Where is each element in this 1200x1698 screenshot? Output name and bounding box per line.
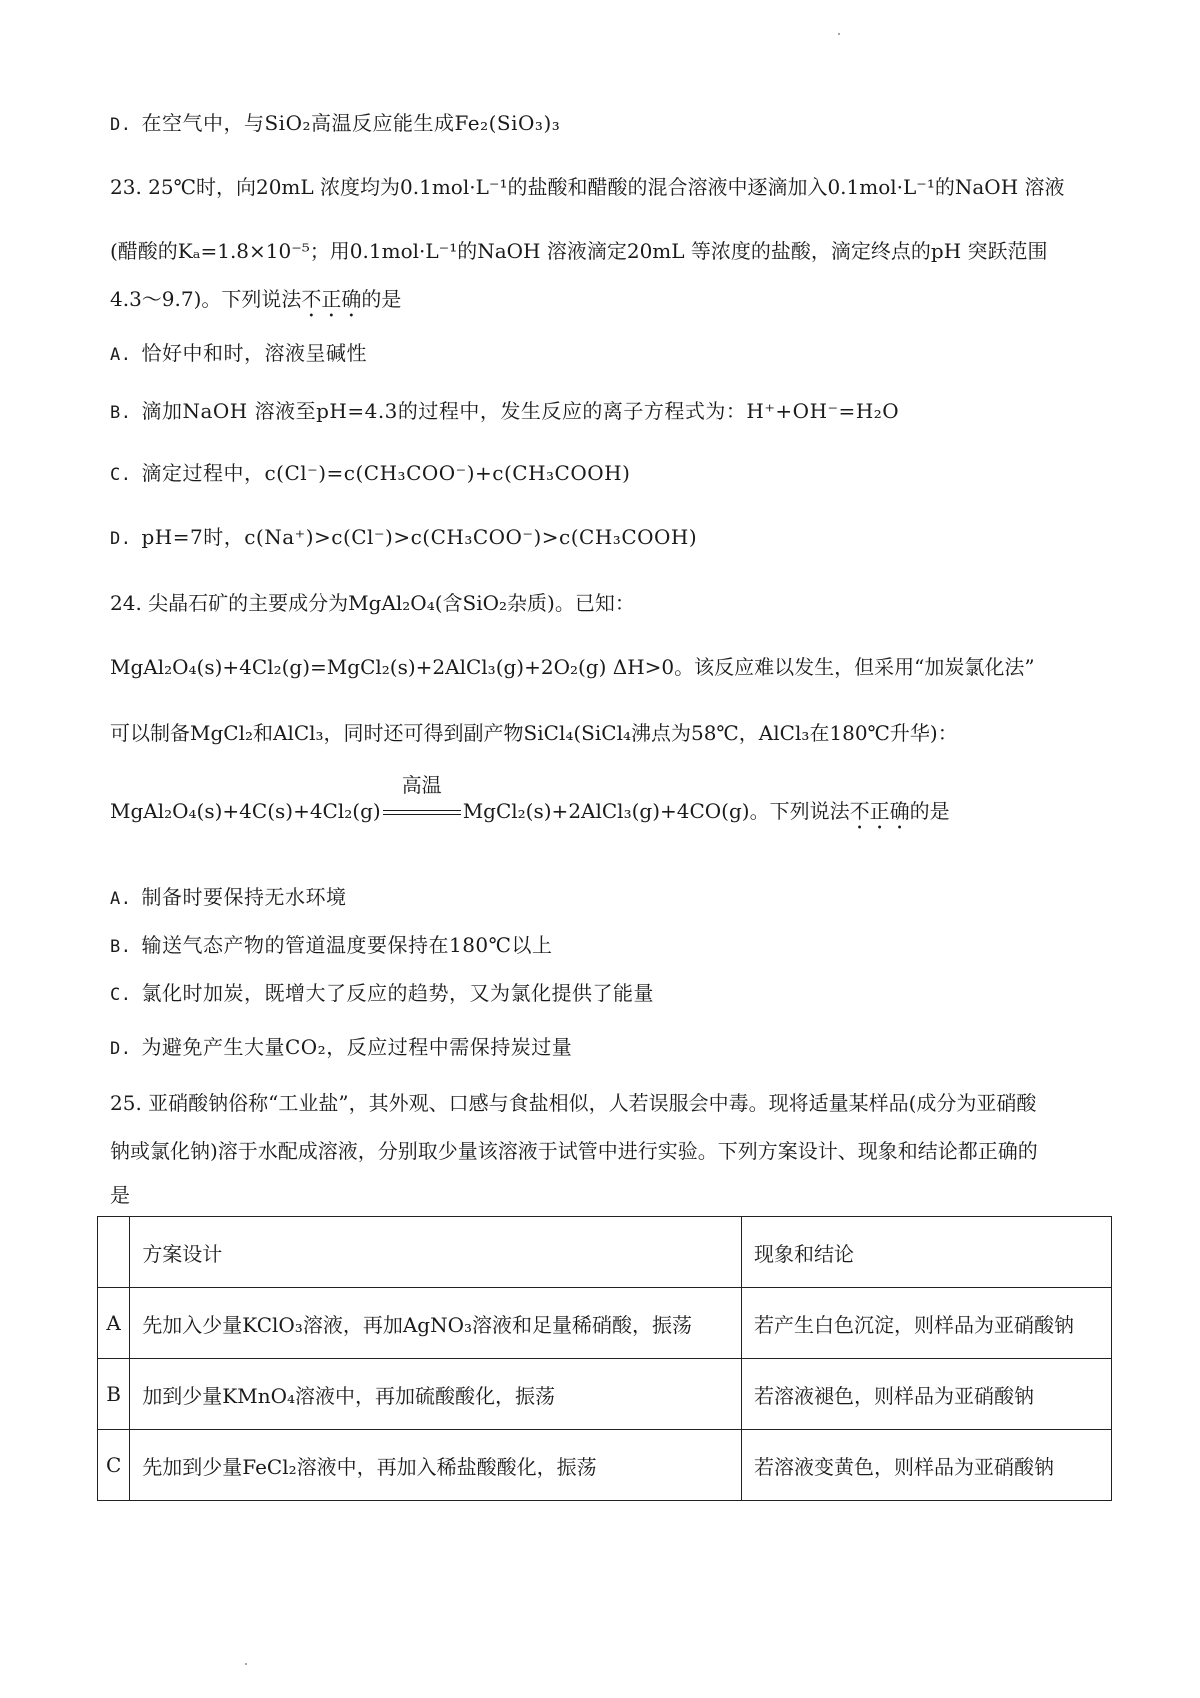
row-result: 若产生白色沉淀，则样品为亚硝酸钠 [742,1288,1112,1359]
header-result: 现象和结论 [742,1217,1112,1288]
row-key: A [98,1288,130,1359]
q24-option-c: C. 氯化时加炭，既增大了反应的趋势，又为氯化提供了能量 [110,981,654,1005]
q23-stem-line1: 23. 25℃时，向20mL 浓度均为0.1mol·L⁻¹的盐酸和醋酸的混合溶液中逐滴加入0.1mol·L⁻¹的NaOH 溶液 [110,175,1065,199]
q23-option-b: B. 滴加NaOH 溶液至pH=4.3的过程中，发生反应的离子方程式为：H⁺+OH⁻=H₂O [110,399,900,423]
q24-stem-line4: MgAl₂O₄(s)+4C(s)+4Cl₂(g) 高温 MgCl₂(s)+2AlCl₃(g)+4CO(g)。下列说法不正确的是 [110,796,950,834]
row-result: 若溶液变黄色，则样品为亚硝酸钠 [742,1430,1112,1501]
q23-option-a: A. 恰好中和时，溶液呈碱性 [110,341,367,365]
scan-speck [838,33,840,35]
q23-stem-line3: 4.3～9.7)。下列说法不正确的是 [110,287,402,311]
table-header-row [98,1217,1112,1288]
table-row [98,1359,1112,1430]
q24-option-d: D. 为避免产生大量CO₂，反应过程中需保持炭过量 [110,1035,573,1059]
header-key [98,1217,130,1288]
q25-stem-line3: 是 [110,1183,130,1207]
q24-stem-line3: 可以制备MgCl₂和AlCl₃，同时还可得到副产物SiCl₄(SiCl₄沸点为58℃，AlCl₃在180℃升华)： [110,721,958,745]
row-key: B [98,1359,130,1430]
q24-option-a: A. 制备时要保持无水环境 [110,885,347,909]
q23-option-d: D. pH=7时，c(Na⁺)>c(Cl⁻)>c(CH₃COO⁻)>c(CH₃COOH) [110,525,698,549]
row-design: 先加入少量KClO₃溶液，再加AgNO₃溶液和足量稀硝酸，振荡 [130,1288,742,1359]
option-label: D. [110,115,132,135]
table-row [98,1288,1112,1359]
experiment-table [97,1216,1112,1501]
q25-stem-line1: 25. 亚硝酸钠俗称“工业盐”，其外观、口感与食盐相似，人若误服会中毒。现将适量某样品(成分为亚硝酸 [110,1091,1037,1115]
q25-stem-line2: 钠或氯化钠)溶于水配成溶液，分别取少量该溶液于试管中进行实验。下列方案设计、现象和结论都正确的 [110,1139,1038,1163]
high-temp-equals-sign [381,773,463,826]
q23-stem-line2: (醋酸的Kₐ=1.8×10⁻⁵；用0.1mol·L⁻¹的NaOH 溶液滴定20mL 等浓度的盐酸，滴定终点的pH 突跃范围 [110,239,1048,263]
emphasis-not-correct: 不正确 [849,799,910,823]
scan-speck [245,1663,247,1665]
row-key: C [98,1430,130,1501]
row-result: 若溶液褪色，则样品为亚硝酸钠 [742,1359,1112,1430]
table-row [98,1430,1112,1501]
q24-option-b: B. 输送气态产物的管道温度要保持在180℃以上 [110,933,553,957]
reactants: MgAl₂O₄(s)+4C(s)+4Cl₂(g) [110,799,381,823]
emphasis-not-correct: 不正确 [301,287,362,311]
products: MgCl₂(s)+2AlCl₃(g)+4CO(g)。下列说法 [462,799,850,823]
q24-stem-line2: MgAl₂O₄(s)+4Cl₂(g)=MgCl₂(s)+2AlCl₃(g)+2O₂(g) ΔH>0。该反应难以发生，但采用“加炭氯化法” [110,655,1035,679]
q24-stem-line1: 24. 尖晶石矿的主要成分为MgAl₂O₄(含SiO₂杂质)。已知： [110,591,635,615]
q23-option-c: C. 滴定过程中，c(Cl⁻)=c(CH₃COO⁻)+c(CH₃COOH) [110,461,631,485]
row-design: 先加到少量FeCl₂溶液中，再加入稀盐酸酸化，振荡 [130,1430,742,1501]
header-design: 方案设计 [130,1217,742,1288]
row-design: 加到少量KMnO₄溶液中，再加硫酸酸化，振荡 [130,1359,742,1430]
option-text: 在空气中，与SiO₂高温反应能生成Fe₂(SiO₃)₃ [141,111,561,135]
reaction-condition: 高温 [401,773,442,797]
q22-option-d [110,108,560,140]
